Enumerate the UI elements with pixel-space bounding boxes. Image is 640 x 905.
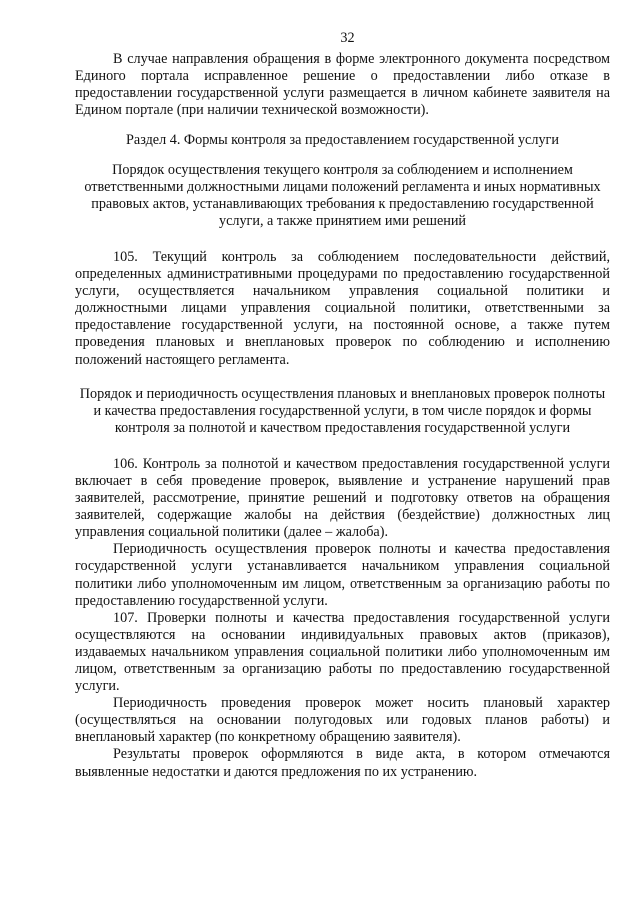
document-page xyxy=(75,30,610,781)
paragraph-106-periodicity: Периодичность осуществления проверок полноты и качества предоставления государственной услуги устанавливается начальником управления социальной политики либо уполномоченным им лицом, ответственным за организацию работы по предоставлению государственной услуги. xyxy=(75,541,610,609)
section-title: Раздел 4. Формы контроля за предоставлением государственной услуги xyxy=(126,132,559,149)
paragraph-105: 105. Текущий контроль за соблюдением последовательности действий, определенных административными процедурами по предоставлению государственной услуги, осуществляется начальником управления социальной политики и должностными лицами управления социальной политики, ответственными за предоставление государственной услуги, на постоянной основе, а также путем проведения плановых и внеплановых проверок по соблюдению и исполнению положений настоящего регламента. xyxy=(75,248,610,368)
paragraph-106: 106. Контроль за полнотой и качеством предоставления государственной услуги включает в себя проведение проверок, выявление и устранение нарушений прав заявителей, рассмотрение, принятие решений и подготовку ответов на обращения заявителей, содержащие жалобы на действия (бездействие) должностных лиц управления социальной политики (далее – жалоба). xyxy=(75,455,610,541)
subsection-title-current-control: Порядок осуществления текущего контроля за соблюдением и исполнением ответственными должностными лицами положений регламента и иных нормативных правовых актов, устанавливающих требования к предоставлению государственной услуги, а также принятием ими решений xyxy=(84,161,601,229)
page-number: 32 xyxy=(340,30,355,46)
paragraph-results: Результаты проверок оформляются в виде акта, в котором отмечаются выявленные недостатки и даются предложения по их устранению. xyxy=(75,746,610,780)
paragraph-intro: В случае направления обращения в форме электронного документа посредством Единого портала исправленное решение о предоставлении либо отказе в предоставлении государственной услуги размещается в личном кабинете заявителя на Едином портале (при наличии технической возможности). xyxy=(75,51,610,119)
paragraph-107-periodicity: Периодичность проведения проверок может носить плановый характер (осуществляться на основании полугодовых или годовых планов работы) и внеплановый характер (по конкретному обращению заявителя). xyxy=(75,695,610,746)
subsection-title-inspections: Порядок и периодичность осуществления плановых и внеплановых проверок полноты и качества предоставления государственной услуги, в том числе порядок и формы контроля за полнотой и качеством предоставления государственной услуги xyxy=(79,385,606,436)
paragraph-107: 107. Проверки полноты и качества предоставления государственной услуги осуществляются на основании индивидуальных правовых актов (приказов), издаваемых начальником управления социальной политики либо уполномоченным им лицом, ответственным за организацию работы по предоставлению государственной услуги. xyxy=(75,609,610,695)
